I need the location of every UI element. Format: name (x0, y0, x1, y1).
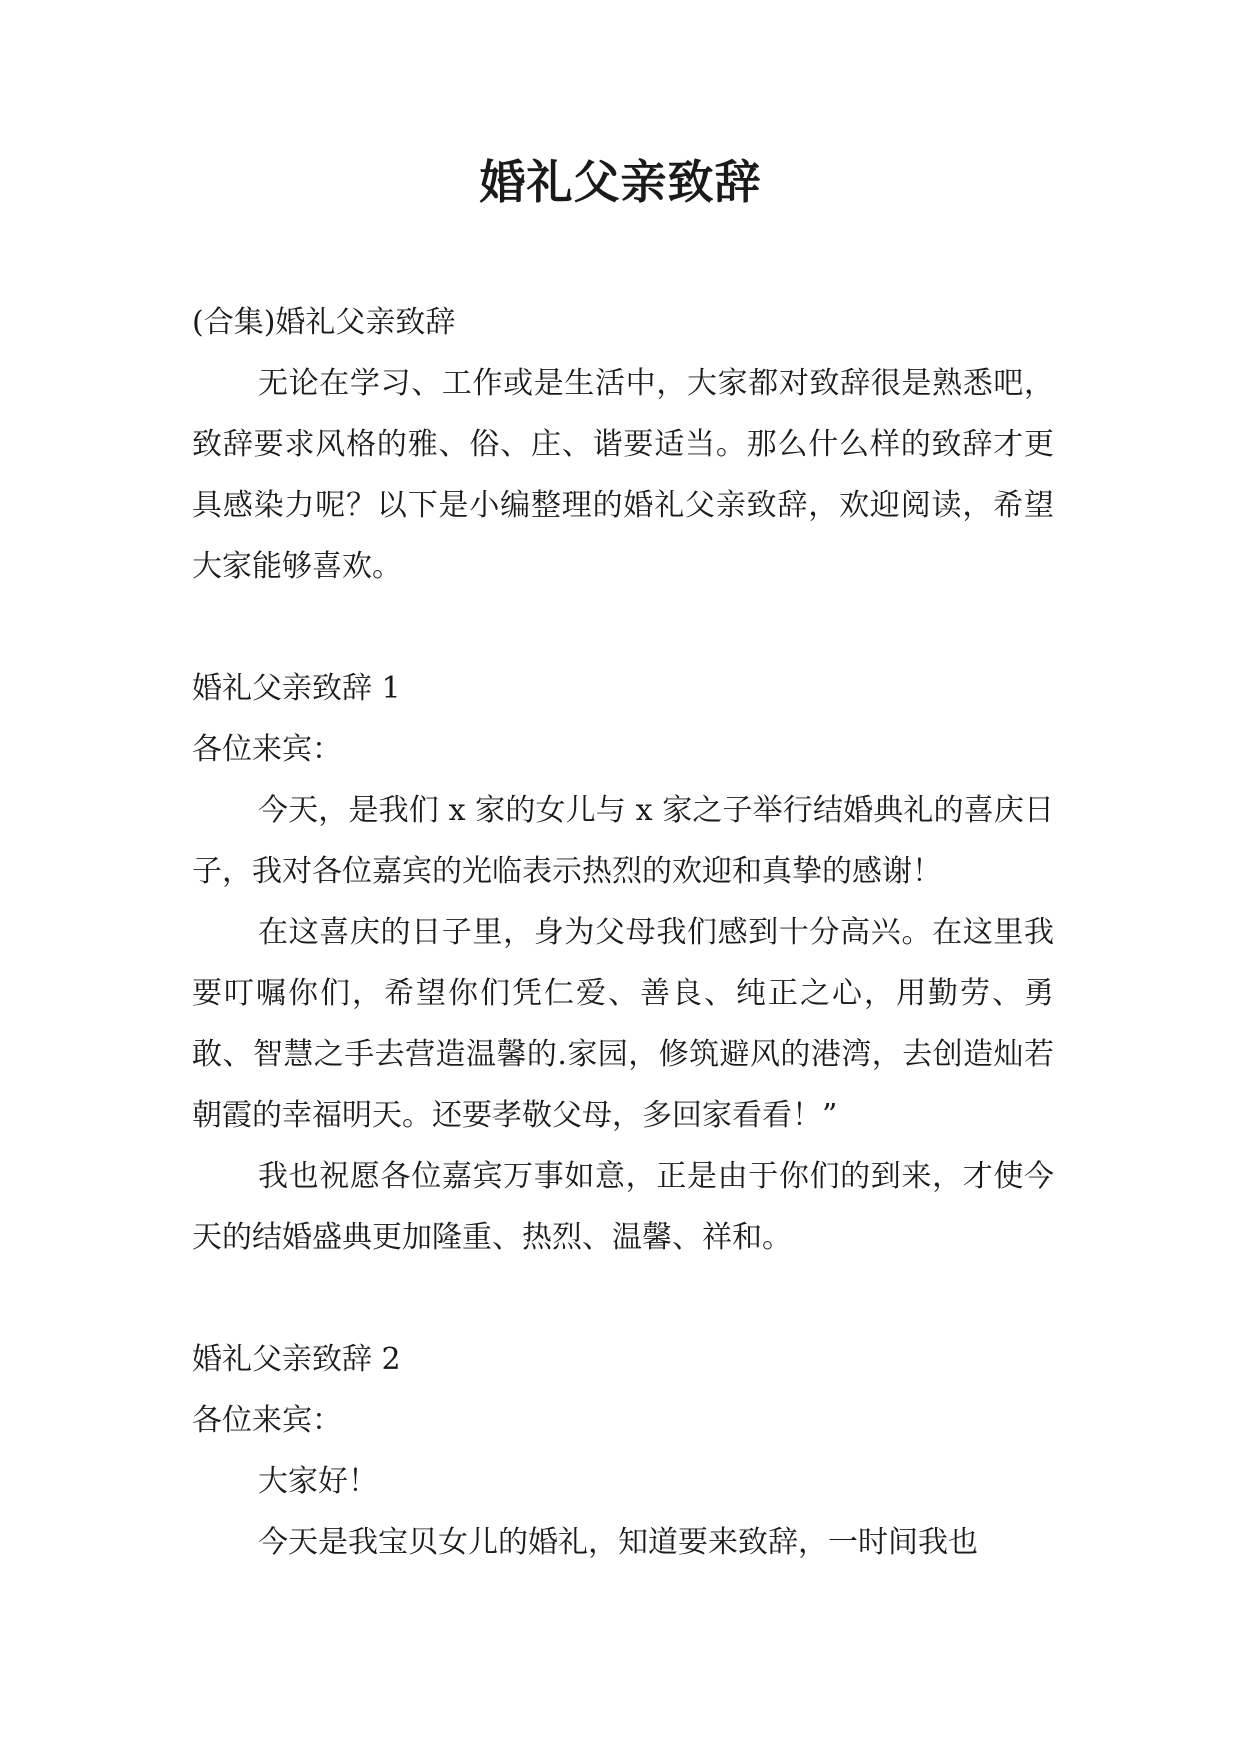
document-title: 婚礼父亲致辞 (479, 155, 762, 209)
section-paragraph: 我也祝愿各位嘉宾万事如意，正是由于你们的到来，才使今天的结婚盛典更加隆重、热烈、温馨、祥和。 (192, 1159, 1054, 1255)
section-salutation: 各位来宾： (192, 1403, 342, 1438)
document-body (192, 292, 1054, 1573)
section-paragraph: 今天是我宝贝女儿的婚礼，知道要来致辞，一时间我也 (258, 1525, 978, 1560)
section-paragraph: 在这喜庆的日子里，身为父母我们感到十分高兴。在这里我要叮嘱你们，希望你们凭仁爱、善良、纯正之心，用勤劳、勇敢、智慧之手去营造温馨的.家园，修筑避风的港湾，去创造灿若朝霞的幸福明天。还要孝敬父母，多回家看看！” (192, 915, 1054, 1133)
section-heading: 婚礼父亲致辞 1 (192, 671, 401, 706)
intro-heading: (合集)婚礼父亲致辞 (192, 305, 456, 340)
section-paragraph: 今天，是我们 x 家的女儿与 x 家之子举行结婚典礼的喜庆日子，我对各位嘉宾的光临表示热烈的欢迎和真挚的感谢！ (192, 793, 1054, 889)
section-spacer (192, 1268, 1054, 1329)
intro-paragraph: 无论在学习、工作或是生活中，大家都对致辞很是熟悉吧，致辞要求风格的雅、俗、庄、谐要适当。那么什么样的致辞才更具感染力呢？以下是小编整理的婚礼父亲致辞，欢迎阅读，希望大家能够喜欢。 (192, 366, 1054, 584)
section-heading: 婚礼父亲致辞 2 (192, 1342, 401, 1377)
section-paragraph: 大家好！ (258, 1464, 378, 1499)
section-salutation: 各位来宾： (192, 732, 342, 767)
section-spacer (192, 597, 1054, 658)
